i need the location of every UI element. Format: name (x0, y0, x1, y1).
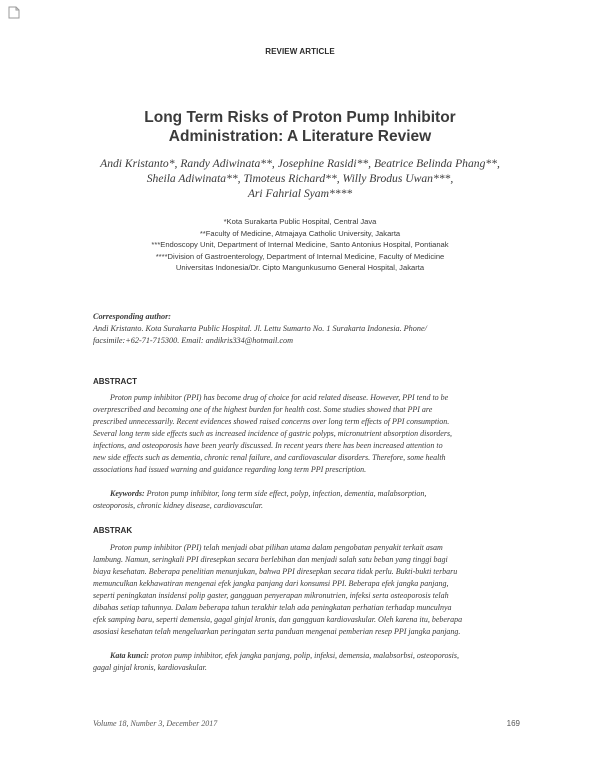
abstrak-heading: ABSTRAK (93, 526, 133, 535)
document-icon (8, 6, 20, 19)
abstract-keywords (93, 488, 519, 512)
affiliation-line: ***Endoscopy Unit, Department of Internal Medicine, Santo Antonius Hospital, Pontianak (151, 240, 449, 249)
affiliation-line: Universitas Indonesia/Dr. Cipto Mangunkusumo General Hospital, Jakarta (175, 263, 425, 272)
abstract-line: associations had issued warning and guidance regarding long term PPI prescription. (93, 465, 367, 474)
affiliation-line: ****Division of Gastroenterology, Department of Internal Medicine, Faculty of Medicine (155, 251, 445, 261)
keywords-text: Proton pump inhibitor, long term side effect, polyp, infection, dementia, malabsorption, (146, 489, 427, 498)
author-list (40, 156, 560, 201)
author-line: Ari Fahrial Syam**** (247, 187, 353, 200)
keywords-label: Keywords: (110, 489, 145, 498)
affiliations (80, 216, 520, 274)
abstract-body (93, 392, 519, 476)
abstrak-body (93, 542, 519, 638)
article-title (60, 108, 540, 146)
corresponding-line: facsimile:+62-71-715300. Email: andikris334@hotmail.com (93, 336, 293, 345)
abstrak-line: memunculkan kekhawatiran mengenai efek jangka panjang dari konsumsi PPI. Beberapa efek jangka panjang, (93, 579, 449, 588)
abstrak-line: asosiasi kesehatan telah mengeluarkan peringatan serta panduan mengenai pemberian resep PPI jangka panjang. (93, 627, 461, 636)
corresponding-line: Andi Kristanto. Kota Surakarta Public Hospital. Jl. Lettu Sumarto No. 1 Surakarta Indonesia. Phone/ (93, 324, 427, 333)
section-label: REVIEW ARTICLE (265, 47, 335, 56)
title-line: Long Term Risks of Proton Pump Inhibitor (144, 109, 456, 126)
author-line: Andi Kristanto*, Randy Adiwinata**, Josephine Rasidi**, Beatrice Belinda Phang**, (100, 157, 500, 170)
corresponding-heading: Corresponding author: (93, 312, 172, 321)
abstrak-keywords (93, 650, 519, 674)
keywords-text: osteoporosis, chronic kidney disease, cardiovascular. (93, 501, 263, 510)
abstrak-line: dibahas setiap tahunnya. Dalam beberapa tahun terakhir telah ada peningkatan perhatian terhadap munculnya (93, 603, 452, 612)
kata-kunci-text: gagal ginjal kronis, kardiovaskular. (93, 663, 207, 672)
affiliation-line: *Kota Surakarta Public Hospital, Central Java (223, 217, 377, 226)
abstract-line: Proton pump inhibitor (PPI) has become drug of choice for acid related disease. However, PPI tend to be (110, 393, 449, 402)
affiliation-line: **Faculty of Medicine, Atmajaya Catholic University, Jakarta (199, 228, 401, 238)
abstract-line: infections, and osteoporosis have been yearly discussed. In recent years there has been increased attention to (93, 441, 443, 450)
abstrak-line: lambung. Namun, seringkali PPI diresepkan secara berlebihan dan menjadi salah satu beban yang tinggi bagi (93, 555, 448, 564)
abstrak-line: Proton pump inhibitor (PPI) telah menjadi obat pilihan utama dalam pengobatan penyakit terkait asam (110, 543, 443, 552)
title-line: Administration: A Literature Review (168, 128, 432, 145)
page-number: 169 (506, 719, 520, 728)
abstract-line: overprescribed and becoming one of the highest burden for health cost. Some studies showed that PPI are (93, 405, 433, 414)
kata-kunci-text: proton pump inhibitor, efek jangka panjang, polip, infeksi, demensia, malabsorbsi, osteoporosis, (150, 651, 459, 660)
corresponding-author (93, 311, 519, 347)
abstrak-line: seperti peningkatan insidensi polip gaster, gangguan penyerapan mikronutrien, infeksi serta osteoporosis telah (93, 591, 449, 600)
abstrak-line: biaya kesehatan. Beberapa penelitian menunjukan, bahwa PPI diresepkan secara tidak perlu. Bukti-bukti terbaru (93, 567, 458, 576)
abstract-line: prescribed unnecessarily. Recent evidences showed raised concerns over long term effects of PPI consumption. (93, 417, 450, 426)
abstract-line: Several long term side effects such as increased incidence of gastric polyps, micronutrient absorption disorders, (93, 429, 453, 438)
author-line: Sheila Adiwinata**, Timoteus Richard**, Willy Brodus Uwan***, (146, 172, 454, 185)
abstract-line: new side effects such as dementia, chronic renal failure, and cardiovascular disorders. Therefore, some health (93, 453, 446, 462)
kata-kunci-label: Kata kunci: (110, 651, 149, 660)
journal-footer: Volume 18, Number 3, December 2017 (93, 719, 218, 728)
abstract-heading: ABSTRACT (93, 377, 137, 386)
abstrak-line: efek samping baru, seperti demensia, gagal ginjal kronis, dan gangguan kardiovaskular. Oleh karena itu, beberapa (93, 615, 463, 624)
